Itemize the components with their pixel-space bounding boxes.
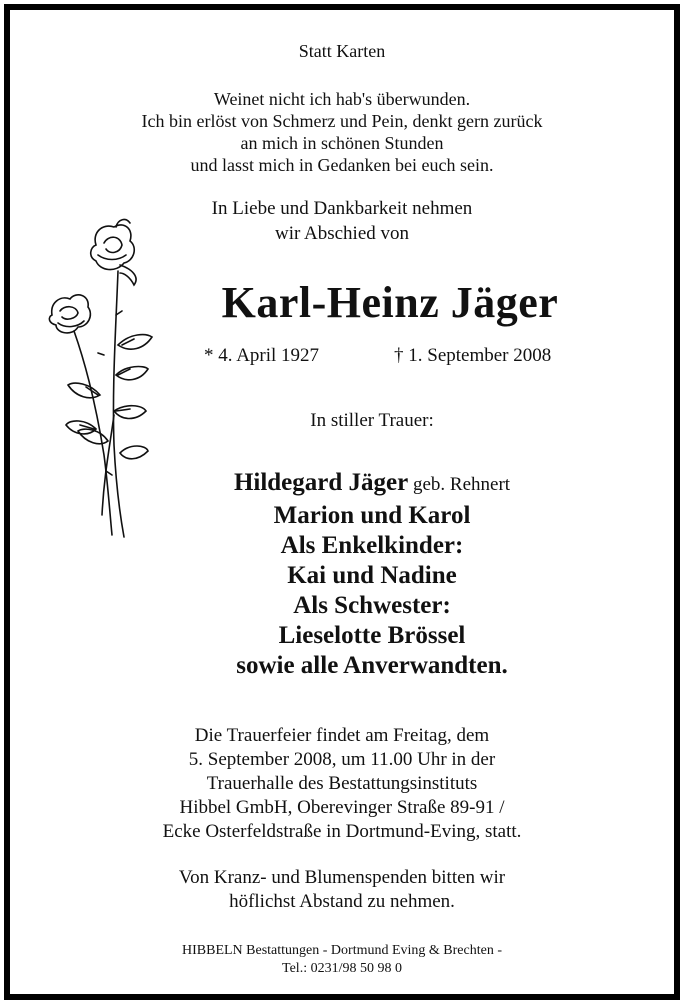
funeral-line: Die Trauerfeier findet am Freitag, dem (194, 725, 490, 746)
funeral-line: 5. September 2008, um 11.00 Uhr in der (188, 749, 496, 770)
obituary-notice (4, 4, 680, 1000)
mourner-line: Lieselotte Brössel (278, 622, 466, 649)
widow-maiden-name: geb. Rehnert (408, 474, 511, 495)
mourners-list (70, 468, 674, 681)
flower-line: Von Kranz- und Blumenspenden bitten wir (178, 867, 506, 888)
footer (10, 942, 674, 978)
mourner-line: Als Enkelkinder: (280, 532, 464, 559)
funeral-line: Trauerhalle des Bestattungsinstituts (206, 773, 478, 794)
widow-line (70, 468, 674, 501)
mourner-line: Marion und Karol (273, 502, 471, 529)
death-date: † 1. September 2008 (394, 345, 552, 366)
funeral-info (10, 724, 674, 844)
birth-date: * 4. April 1927 (204, 345, 320, 366)
intro-line: wir Abschied von (274, 223, 410, 244)
mourner-line: sowie alle Anverwandten. (236, 652, 508, 679)
poem-line: und lasst mich in Gedanken bei euch sein. (190, 155, 494, 175)
funeral-line: Ecke Osterfeldstraße in Dortmund-Eving, statt. (162, 821, 522, 842)
footer-phone: Tel.: 0231/98 50 98 0 (282, 961, 402, 976)
funeral-line: Hibbel GmbH, Oberevinger Straße 89-91 / (179, 797, 505, 818)
flower-line: höflichst Abstand zu nehmen. (229, 891, 455, 912)
poem-line: Ich bin erlöst von Schmerz und Pein, denkt gern zurück (141, 111, 543, 131)
poem (10, 88, 674, 176)
mourner-line: Als Schwester: (293, 592, 451, 619)
deceased-name: Karl-Heinz Jäger (221, 278, 559, 327)
mourning-label: In stiller Trauer: (310, 410, 434, 431)
mourner-line: Kai und Nadine (287, 562, 457, 589)
widow-name: Hildegard Jäger (233, 469, 409, 496)
statt-karten: Statt Karten (298, 41, 386, 61)
poem-line: Weinet nicht ich hab's überwunden. (213, 89, 471, 109)
flower-request (10, 866, 674, 914)
intro-line: In Liebe und Dankbarkeit nehmen (211, 198, 473, 219)
poem-line: an mich in schönen Stunden (240, 133, 444, 153)
footer-company: HIBBELN Bestattungen - Dortmund Eving & Brechten - (182, 943, 502, 958)
